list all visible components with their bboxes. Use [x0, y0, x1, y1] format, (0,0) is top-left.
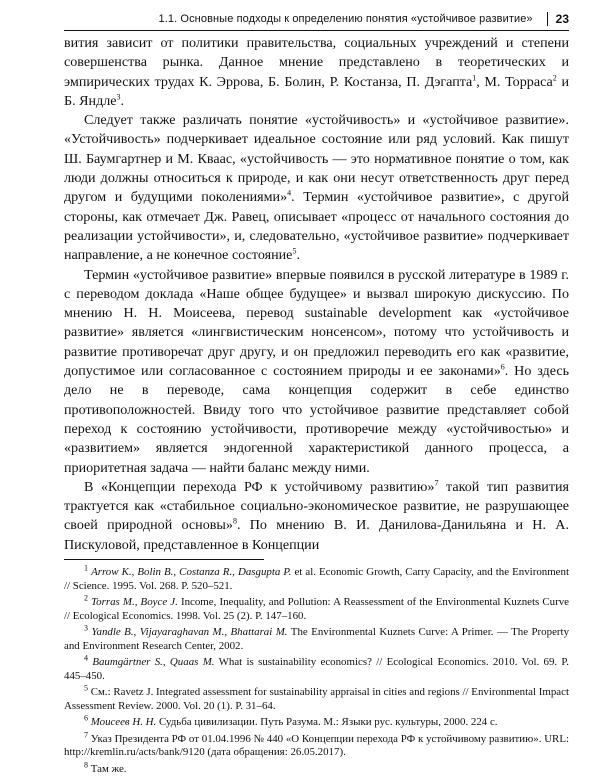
main-text [64, 34, 569, 555]
header-divider [547, 12, 548, 26]
paragraph-text: вития зависит от политики правительства, социальных учреждений и степени совершенства рынка. Данное мнение представлено в теоретических и эмпирических трудах К. Эррова, Б. Болин, Р. Костанза, П. Дэгаптa [64, 35, 569, 90]
footnote-mark: 7 [84, 729, 88, 739]
footnote-author: Arrow K., Bolin B., Costanza R., Dasgupta P. [91, 566, 292, 578]
paragraph-text: Следует также различать понятие «устойчивость» и «устойчивое развитие». «Устойчивость» подчеркивает идеальное состояние или ряд условий. Как пишут Ш. Баумгартнер и М. Кваас, «устойчивость — это нормативное понятие о том, как люди должны относиться к природе, и как они несут ответственность друг перед другом и будущими поколениями» [64, 112, 569, 206]
footnote [64, 593, 569, 623]
footnote-text: Указ Президента РФ от 01.04.1996 № 440 «О Концепции перехода РФ к устойчивому развитию». URL: http://kremlin.ru/acts/bank/9120 (дата обращения: 26.05.2017). [64, 732, 569, 758]
footnote-mark: 1 [84, 563, 88, 573]
footnote-ref[interactable]: 5 [292, 246, 297, 256]
footnote-text: Income, Inequality, and Pollution: A Reassessment of the Environmental Kuznets Curve // Ecological Economics. 1998. Vol. 25 (2). P. 147–160. [64, 596, 569, 622]
footnote [64, 713, 569, 730]
paragraph-text: . Но здесь дело не в переводе, сама концепция содержит в себе единство противоположностей. Ввиду того что устойчивое развитие представляет собой переход к состоянию устойчивости, противоречие между «устойчивостью» и «развитием» является эндогенной характеристикой данного процесса, а приоритетная задача — найти баланс между ними. [64, 363, 569, 476]
footnote [64, 653, 570, 683]
footnote-text: Судьба цивилизации. Путь Разума. М.: Языки рус. культуры, 2000. 224 с. [156, 716, 498, 728]
footnote-ref[interactable]: 6 [500, 362, 505, 372]
footnote-ref[interactable]: 3 [116, 92, 121, 102]
paragraph-3 [64, 266, 569, 478]
paragraph-text: , М. Торраса [476, 73, 553, 90]
footnote-author: Torras M., Boyce J. [91, 596, 178, 608]
paragraph-text: . [120, 92, 125, 109]
footnote-divider [64, 559, 264, 560]
footnote-text: Там же. [90, 762, 127, 775]
footnote-ref[interactable]: 2 [552, 72, 557, 82]
footnote-text: et al. Economic Growth, Carry Capacity, and the Environment // Science. 1995. Vol. 268. P. 520–521. [64, 566, 569, 592]
footnote [64, 759, 569, 777]
paragraph-4 [64, 478, 569, 555]
paragraph-text: и Б. Яндле [64, 73, 569, 109]
footnote-ref[interactable]: 7 [434, 478, 439, 488]
footnote-mark: 4 [84, 653, 88, 663]
running-head [64, 8, 569, 31]
paragraph-text: такой тип развития трактуется как «стабильное социально-экономическое развитие, не разрушающее своей природной основы» [64, 478, 569, 534]
footnote-mark: 3 [84, 623, 88, 633]
page-number: 23 [555, 12, 569, 26]
footnotes [64, 563, 570, 779]
footnote-mark: 8 [84, 759, 88, 769]
footnote-text: What is sustainability economics? // Ecological Economics. 2010. Vol. 69. P. 445–450. [64, 656, 570, 682]
footnote [64, 623, 570, 653]
footnote [64, 563, 569, 593]
paragraph-text: . По мнению В. И. Данилова-Данильяна и Н. А. Пискуловой, представленное в Концепции [64, 517, 569, 553]
paragraph-text: . Термин «устойчивое развитие», с другой стороны, как отмечает Дж. Равец, описывает «процесс от начального состояния до реализации устойчивости», и, следовательно, «устойчивое развитие» подчеркивает направление, а не конечное состояние [64, 189, 570, 264]
footnote [64, 683, 569, 713]
paragraph-1 [64, 34, 569, 111]
footnote-mark: 6 [84, 713, 88, 723]
paragraph-text: В «Концепции перехода РФ к устойчивому развитию» [84, 478, 435, 495]
footnote-ref[interactable]: 8 [232, 516, 237, 526]
footnote-mark: 2 [84, 593, 88, 603]
paragraph-text: . [296, 247, 300, 264]
footnote-text: The Environmental Kuznets Curve: A Primer. — The Property and Environment Research Center, 2002. [64, 626, 570, 652]
footnote-mark: 5 [84, 683, 88, 693]
footnote-author: Baumgärtner S., Quaas M. [92, 656, 215, 668]
footnote-author: Yandle B., Vijayaraghavan M., Bhattarai M. [91, 626, 288, 638]
footnote-ref[interactable]: 1 [472, 72, 477, 82]
footnote-text: См.: Ravetz J. Integrated assessment for sustainability appraisal in cities and regions // Environmental Impact Assessment Review. 2000. Vol. 20 (1). P. 31–64. [64, 686, 569, 712]
section-title: 1.1. Основные подходы к определению понятия «устойчивое развитие» [158, 13, 533, 25]
footnote [64, 729, 569, 760]
paragraph-2 [64, 111, 569, 265]
paragraph-text: Термин «устойчивое развитие» впервые появился в русской литературе в 1989 г. с переводом доклада «Наше общее будущее» и вызвал широкую дискуссию. По мнению Н. Н. Моисеева, перевод sustainable development как «устойчивое развитие» является «лингвистическим нонсенсом», потому что устойчивость и развитие противоречат друг другу, и он предложил переводить его как «развитие, допустимое или согласованное с состоянием природы и ее законами» [64, 266, 569, 380]
footnote-author: Моисеев Н. Н. [90, 716, 157, 728]
footnote-ref[interactable]: 4 [287, 188, 292, 198]
